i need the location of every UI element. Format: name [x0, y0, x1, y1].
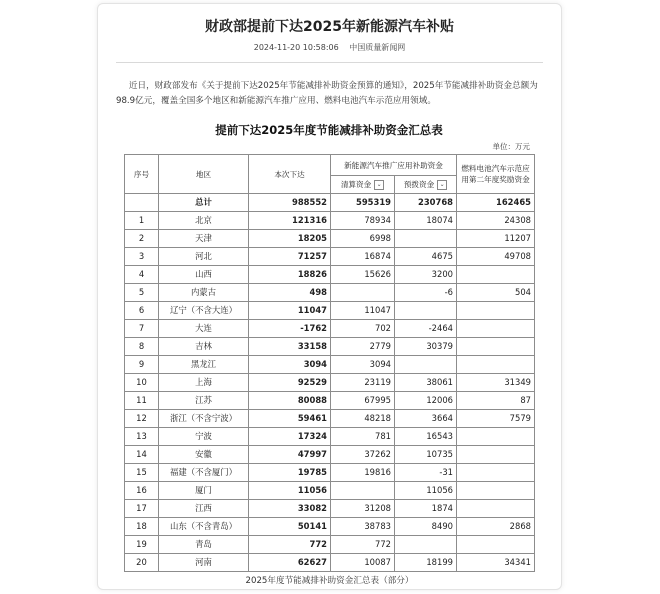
header-region: 地区 — [159, 155, 249, 194]
row-fuel — [457, 536, 535, 554]
row-region: 北京 — [159, 212, 249, 230]
row-prepay: 30379 — [395, 338, 457, 356]
row-prepay: 38061 — [395, 374, 457, 392]
table-row — [125, 500, 535, 518]
row-idx: 5 — [125, 284, 159, 302]
table-row — [125, 464, 535, 482]
row-current: 11047 — [249, 302, 331, 320]
row-current: 33158 — [249, 338, 331, 356]
table-row — [125, 230, 535, 248]
filter-dropdown-icon: ⌄ — [374, 180, 384, 190]
row-prepay: -31 — [395, 464, 457, 482]
total-prepay: 230768 — [395, 194, 457, 212]
row-current: 92529 — [249, 374, 331, 392]
row-settle: 15626 — [331, 266, 395, 284]
header-settle: 清算资金 — [340, 179, 372, 189]
row-current: -1762 — [249, 320, 331, 338]
row-current: 47997 — [249, 446, 331, 464]
subsidy-table — [124, 154, 535, 572]
row-prepay — [395, 536, 457, 554]
row-prepay: 18074 — [395, 212, 457, 230]
row-region: 山西 — [159, 266, 249, 284]
row-idx: 17 — [125, 500, 159, 518]
row-prepay: 16543 — [395, 428, 457, 446]
row-current: 80088 — [249, 392, 331, 410]
row-idx: 4 — [125, 266, 159, 284]
row-region: 江西 — [159, 500, 249, 518]
total-current: 988552 — [249, 194, 331, 212]
row-idx: 19 — [125, 536, 159, 554]
row-current: 19785 — [249, 464, 331, 482]
row-current: 71257 — [249, 248, 331, 266]
total-fuel: 162465 — [457, 194, 535, 212]
row-idx: 12 — [125, 410, 159, 428]
row-fuel: 7579 — [457, 410, 535, 428]
row-settle: 6998 — [331, 230, 395, 248]
article-title: 财政部提前下达2025年新能源汽车补贴 — [205, 19, 454, 35]
row-idx: 20 — [125, 554, 159, 572]
table-row — [125, 482, 535, 500]
table-row — [125, 266, 535, 284]
row-fuel — [457, 302, 535, 320]
row-fuel — [457, 500, 535, 518]
row-idx: 9 — [125, 356, 159, 374]
row-fuel: 24308 — [457, 212, 535, 230]
row-fuel: 87 — [457, 392, 535, 410]
row-fuel — [457, 482, 535, 500]
row-idx: 1 — [125, 212, 159, 230]
article-source[interactable]: 中国质量新闻网 — [349, 43, 406, 52]
row-region: 河北 — [159, 248, 249, 266]
filter-dropdown-icon: ⌄ — [437, 180, 447, 190]
row-idx: 16 — [125, 482, 159, 500]
row-region: 青岛 — [159, 536, 249, 554]
row-region: 吉林 — [159, 338, 249, 356]
article-paragraph: 近日，财政部发布《关于提前下达2025年节能减排补助资金预算的通知》，2025年节能减排补助资金总额为98.9亿元，覆盖全国多个地区和新能源汽车推广应用、燃料电池汽车示范应用领域。 — [116, 81, 538, 106]
row-fuel: 34341 — [457, 554, 535, 572]
table-title: 提前下达2025年度节能减排补助资金汇总表 — [215, 123, 443, 137]
row-prepay: 10735 — [395, 446, 457, 464]
row-region: 上海 — [159, 374, 249, 392]
table-image — [124, 120, 534, 572]
row-current: 121316 — [249, 212, 331, 230]
row-fuel: 49708 — [457, 248, 535, 266]
article-card — [97, 3, 562, 590]
row-settle — [331, 284, 395, 302]
row-prepay — [395, 302, 457, 320]
header-settle-cell — [331, 176, 395, 194]
row-current: 59461 — [249, 410, 331, 428]
row-settle: 67995 — [331, 392, 395, 410]
row-prepay: 18199 — [395, 554, 457, 572]
row-prepay: 3664 — [395, 410, 457, 428]
row-settle: 2779 — [331, 338, 395, 356]
row-idx: 7 — [125, 320, 159, 338]
row-idx: 2 — [125, 230, 159, 248]
row-settle: 19816 — [331, 464, 395, 482]
row-prepay: 12006 — [395, 392, 457, 410]
header-fuel-cell: 燃料电池汽车示范应用第二年度奖励资金 — [457, 155, 535, 194]
row-fuel: 11207 — [457, 230, 535, 248]
table-row — [125, 374, 535, 392]
row-fuel — [457, 338, 535, 356]
table-unit: 单位：万元 — [492, 142, 530, 151]
row-region: 山东（不含青岛） — [159, 518, 249, 536]
row-settle: 781 — [331, 428, 395, 446]
row-current: 498 — [249, 284, 331, 302]
row-current: 11056 — [249, 482, 331, 500]
row-fuel — [457, 428, 535, 446]
row-region: 江苏 — [159, 392, 249, 410]
row-region: 辽宁（不含大连） — [159, 302, 249, 320]
table-row — [125, 518, 535, 536]
row-idx: 6 — [125, 302, 159, 320]
row-prepay: 4675 — [395, 248, 457, 266]
row-settle: 23119 — [331, 374, 395, 392]
table-row — [125, 446, 535, 464]
table-row — [125, 248, 535, 266]
row-region: 浙江（不含宁波） — [159, 410, 249, 428]
row-region: 厦门 — [159, 482, 249, 500]
row-current: 33082 — [249, 500, 331, 518]
row-idx: 18 — [125, 518, 159, 536]
total-row — [125, 194, 535, 212]
row-idx: 14 — [125, 446, 159, 464]
row-fuel: 31349 — [457, 374, 535, 392]
row-current: 18826 — [249, 266, 331, 284]
row-settle: 48218 — [331, 410, 395, 428]
row-idx: 10 — [125, 374, 159, 392]
divider — [116, 62, 543, 63]
header-prepay-cell — [395, 176, 457, 194]
row-region: 河南 — [159, 554, 249, 572]
figure-caption: 2025年度节能减排补助资金汇总表（部分） — [245, 576, 414, 586]
row-settle: 38783 — [331, 518, 395, 536]
row-idx: 8 — [125, 338, 159, 356]
table-row — [125, 320, 535, 338]
header-current: 本次下达 — [249, 155, 331, 194]
row-prepay: 11056 — [395, 482, 457, 500]
row-settle: 702 — [331, 320, 395, 338]
row-prepay: 1874 — [395, 500, 457, 518]
row-region: 安徽 — [159, 446, 249, 464]
row-region: 大连 — [159, 320, 249, 338]
row-region: 福建（不含厦门） — [159, 464, 249, 482]
row-fuel — [457, 464, 535, 482]
row-settle: 10087 — [331, 554, 395, 572]
table-row — [125, 212, 535, 230]
row-prepay: 3200 — [395, 266, 457, 284]
table-row — [125, 428, 535, 446]
row-prepay — [395, 230, 457, 248]
row-fuel — [457, 320, 535, 338]
row-settle: 31208 — [331, 500, 395, 518]
publish-datetime: 2024-11-20 10:58:06 — [253, 43, 339, 52]
row-settle: 37262 — [331, 446, 395, 464]
row-settle: 772 — [331, 536, 395, 554]
row-prepay: -6 — [395, 284, 457, 302]
row-current: 50141 — [249, 518, 331, 536]
table-row — [125, 302, 535, 320]
total-idx-cell — [125, 194, 159, 212]
row-settle: 16874 — [331, 248, 395, 266]
row-prepay: 8490 — [395, 518, 457, 536]
row-idx: 13 — [125, 428, 159, 446]
total-label: 总计 — [159, 194, 249, 212]
article-meta — [98, 42, 561, 53]
row-region: 宁波 — [159, 428, 249, 446]
row-idx: 3 — [125, 248, 159, 266]
table-row — [125, 356, 535, 374]
row-region: 黑龙江 — [159, 356, 249, 374]
header-nev-group: 新能源汽车推广应用补助资金 — [331, 155, 457, 176]
table-row — [125, 392, 535, 410]
total-settle: 595319 — [331, 194, 395, 212]
row-settle — [331, 482, 395, 500]
row-fuel: 504 — [457, 284, 535, 302]
row-region: 内蒙古 — [159, 284, 249, 302]
row-current: 18205 — [249, 230, 331, 248]
row-current: 62627 — [249, 554, 331, 572]
table-row — [125, 338, 535, 356]
row-current: 17324 — [249, 428, 331, 446]
row-idx: 15 — [125, 464, 159, 482]
table-row — [125, 410, 535, 428]
row-fuel — [457, 356, 535, 374]
row-prepay: -2464 — [395, 320, 457, 338]
header-prepay: 预拨资金 — [403, 179, 435, 189]
row-fuel: 2868 — [457, 518, 535, 536]
row-settle: 11047 — [331, 302, 395, 320]
row-region: 天津 — [159, 230, 249, 248]
row-prepay — [395, 356, 457, 374]
row-fuel — [457, 266, 535, 284]
table-row — [125, 536, 535, 554]
row-fuel — [457, 446, 535, 464]
row-settle: 3094 — [331, 356, 395, 374]
header-idx: 序号 — [125, 155, 159, 194]
row-current: 3094 — [249, 356, 331, 374]
table-row — [125, 284, 535, 302]
table-row — [125, 554, 535, 572]
row-settle: 78934 — [331, 212, 395, 230]
row-idx: 11 — [125, 392, 159, 410]
row-current: 772 — [249, 536, 331, 554]
